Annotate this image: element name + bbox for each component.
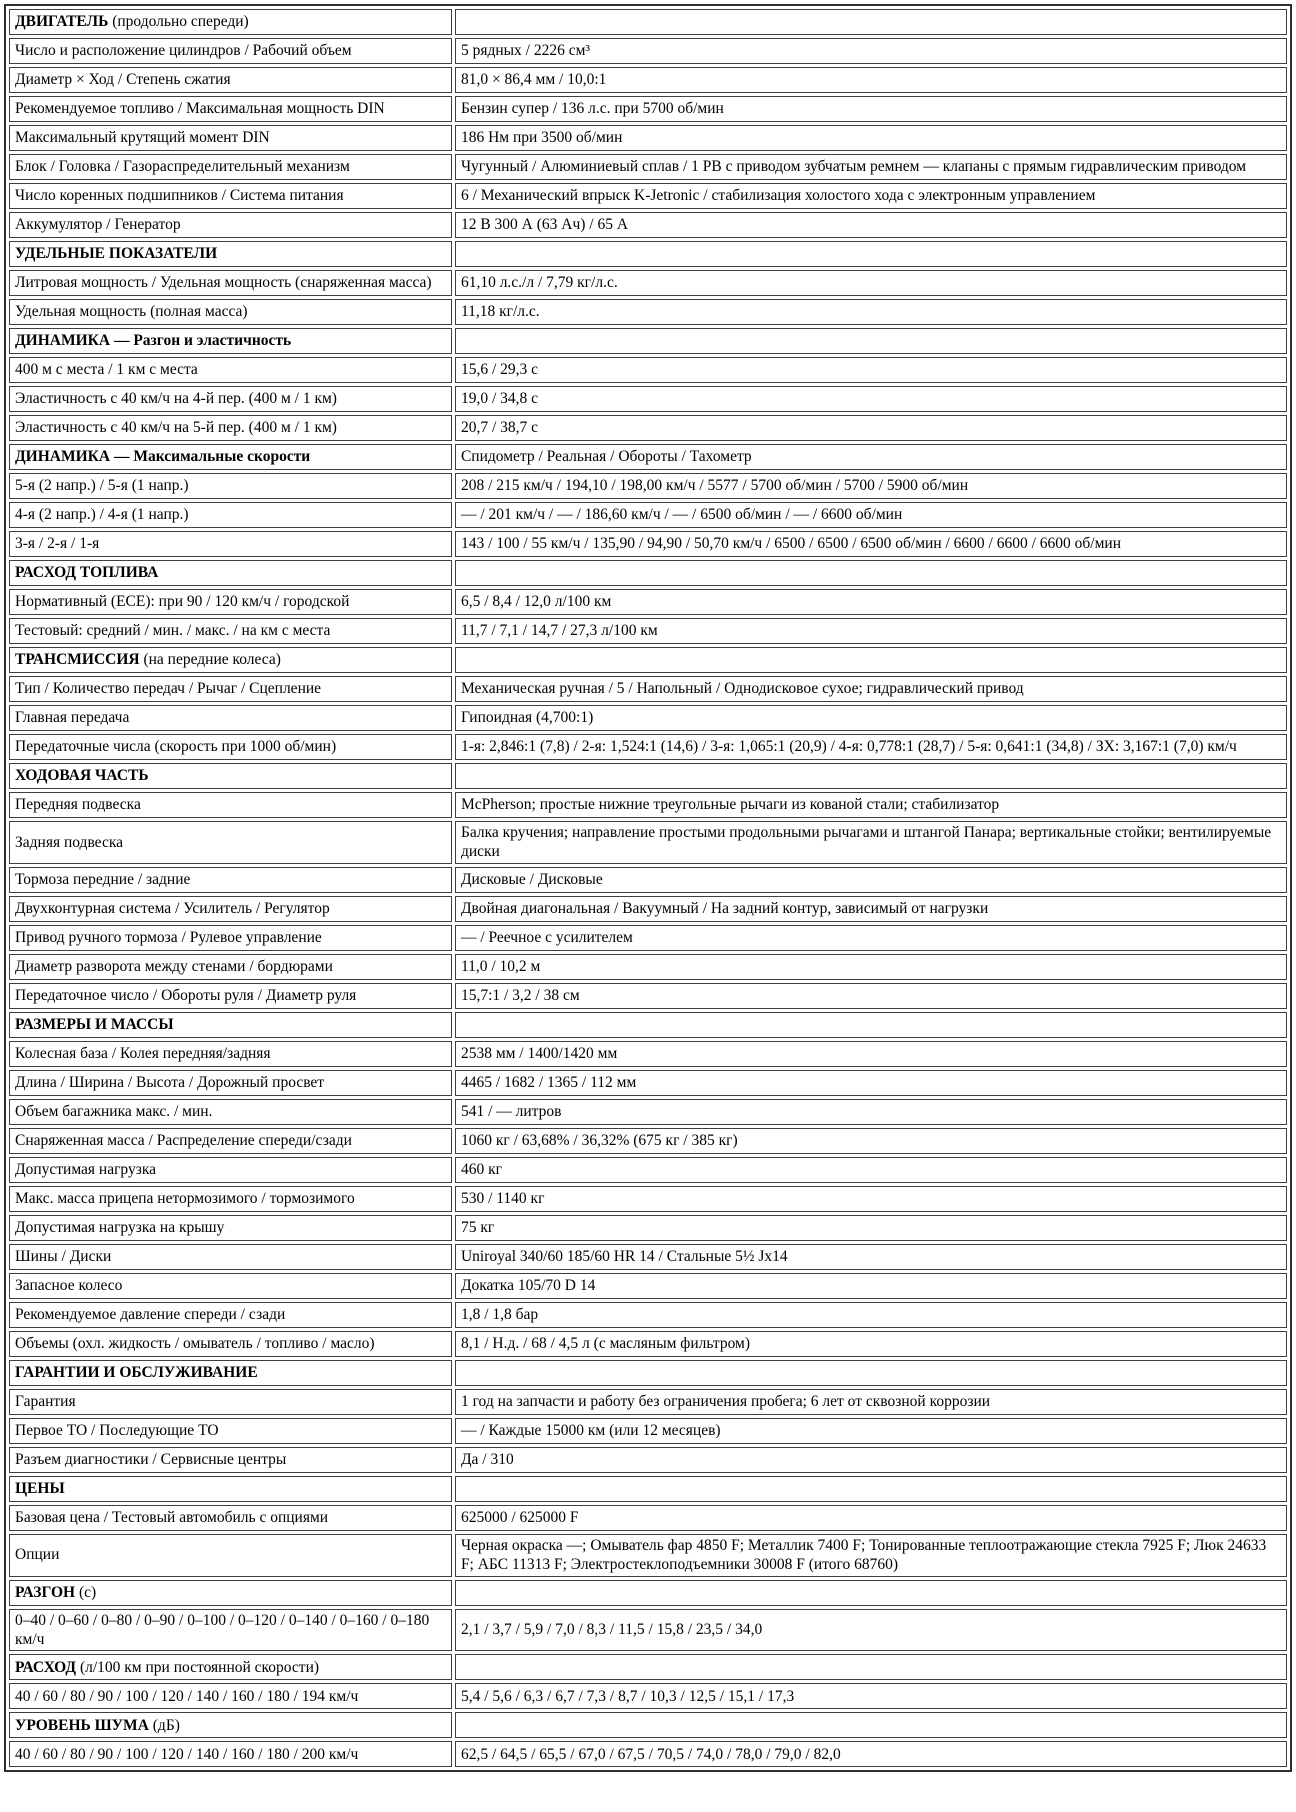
spec-label-cell: Эластичность с 40 км/ч на 4-й пер. (400 м / 1 км) xyxy=(9,386,452,412)
spec-label-cell: Рекомендуемое давление спереди / сзади xyxy=(9,1302,452,1328)
spec-label-cell: 40 / 60 / 80 / 90 / 100 / 120 / 140 / 160 / 180 / 194 км/ч xyxy=(9,1683,452,1709)
spec-row xyxy=(9,1157,1287,1183)
spec-label-cell: Нормативный (ЕСЕ): при 90 / 120 км/ч / городской xyxy=(9,589,452,615)
spec-row xyxy=(9,1244,1287,1270)
spec-row xyxy=(9,1099,1287,1125)
section-title: РАСХОД ТОПЛИВА xyxy=(15,564,159,582)
spec-label-cell: 4-я (2 напр.) / 4-я (1 напр.) xyxy=(9,502,452,528)
spec-label-cell: Рекомендуемое топливо / Максимальная мощность DIN xyxy=(9,96,452,122)
section-title: РАЗМЕРЫ И МАССЫ xyxy=(15,1016,174,1034)
spec-label-cell: Диаметр разворота между стенами / бордюрами xyxy=(9,954,452,980)
spec-value-cell: 19,0 / 34,8 с xyxy=(455,386,1287,412)
spec-value-cell xyxy=(455,241,1287,267)
spec-row xyxy=(9,867,1287,893)
spec-label-cell: 5-я (2 напр.) / 5-я (1 напр.) xyxy=(9,473,452,499)
spec-label-cell: Длина / Ширина / Высота / Дорожный просвет xyxy=(9,1070,452,1096)
spec-row xyxy=(9,183,1287,209)
section-title-note: (на передние колеса) xyxy=(139,651,281,669)
spec-label-cell: Литровая мощность / Удельная мощность (снаряженная масса) xyxy=(9,270,452,296)
section-title-cell xyxy=(9,560,452,586)
spec-row xyxy=(9,1128,1287,1154)
section-title: УДЕЛЬНЫЕ ПОКАЗАТЕЛИ xyxy=(15,245,218,263)
section-title-cell xyxy=(9,1360,452,1386)
section-title-cell xyxy=(9,1580,452,1606)
spec-label-cell: 3-я / 2-я / 1-я xyxy=(9,531,452,557)
spec-row xyxy=(9,67,1287,93)
spec-value-cell: 11,0 / 10,2 м xyxy=(455,954,1287,980)
spec-row xyxy=(9,1447,1287,1473)
spec-label-cell: Максимальный крутящий момент DIN xyxy=(9,125,452,151)
section-row xyxy=(9,241,1287,267)
spec-value-cell: 460 кг xyxy=(455,1157,1287,1183)
spec-value-cell xyxy=(455,328,1287,354)
spec-value-cell: 5,4 / 5,6 / 6,3 / 6,7 / 7,3 / 8,7 / 10,3 / 12,5 / 15,1 / 17,3 xyxy=(455,1683,1287,1709)
spec-label-cell: Передаточные числа (скорость при 1000 об/мин) xyxy=(9,734,452,760)
spec-value-cell: 81,0 × 86,4 мм / 10,0:1 xyxy=(455,67,1287,93)
spec-row xyxy=(9,1215,1287,1241)
spec-value-cell: Гипоидная (4,700:1) xyxy=(455,705,1287,731)
spec-label-cell: Задняя подвеска xyxy=(9,821,452,864)
spec-value-cell: Дисковые / Дисковые xyxy=(455,867,1287,893)
spec-value-cell: 6,5 / 8,4 / 12,0 л/100 км xyxy=(455,589,1287,615)
spec-row xyxy=(9,1389,1287,1415)
spec-row xyxy=(9,502,1287,528)
spec-value-cell: — / Реечное с усилителем xyxy=(455,925,1287,951)
spec-value-cell: 4465 / 1682 / 1365 / 112 мм xyxy=(455,1070,1287,1096)
section-title: ДВИГАТЕЛЬ xyxy=(15,13,109,31)
section-title-cell xyxy=(9,1712,452,1738)
spec-value-cell: 143 / 100 / 55 км/ч / 135,90 / 94,90 / 50,70 км/ч / 6500 / 6500 / 6500 об/мин / 6600 / 6600 / 6600 об/мин xyxy=(455,531,1287,557)
spec-label-cell: Число и расположение цилиндров / Рабочий объем xyxy=(9,38,452,64)
section-title-note: (продольно спереди) xyxy=(108,13,249,31)
spec-value-cell: 8,1 / Н.д. / 68 / 4,5 л (с масляным фильтром) xyxy=(455,1331,1287,1357)
spec-value-cell xyxy=(455,1476,1287,1502)
spec-value-cell: 62,5 / 64,5 / 65,5 / 67,0 / 67,5 / 70,5 / 74,0 / 78,0 / 79,0 / 82,0 xyxy=(455,1741,1287,1767)
spec-value-cell xyxy=(455,647,1287,673)
spec-value-cell: Бензин супер / 136 л.с. при 5700 об/мин xyxy=(455,96,1287,122)
spec-row xyxy=(9,589,1287,615)
spec-row xyxy=(9,1302,1287,1328)
spec-value-cell: 1-я: 2,846:1 (7,8) / 2-я: 1,524:1 (14,6) / 3-я: 1,065:1 (20,9) / 4-я: 0,778:1 (28,7) / 5-я: 0,641:1 (34,8) / ЗХ: 3,167:1 (7,0) км/ч xyxy=(455,734,1287,760)
spec-label-cell: Разъем диагностики / Сервисные центры xyxy=(9,1447,452,1473)
spec-value-cell: 2538 мм / 1400/1420 мм xyxy=(455,1041,1287,1067)
section-row xyxy=(9,1654,1287,1680)
section-title: ЦЕНЫ xyxy=(15,1480,65,1498)
spec-label-cell: Удельная мощность (полная масса) xyxy=(9,299,452,325)
spec-row xyxy=(9,1741,1287,1767)
spec-row xyxy=(9,357,1287,383)
spec-value-cell: Механическая ручная / 5 / Напольный / Однодисковое сухое; гидравлический привод xyxy=(455,676,1287,702)
spec-value-cell: 15,7:1 / 3,2 / 38 см xyxy=(455,983,1287,1009)
spec-value-cell: 2,1 / 3,7 / 5,9 / 7,0 / 8,3 / 11,5 / 15,8 / 23,5 / 34,0 xyxy=(455,1609,1287,1652)
spec-value-cell: 208 / 215 км/ч / 194,10 / 198,00 км/ч / 5577 / 5700 об/мин / 5700 / 5900 об/мин xyxy=(455,473,1287,499)
section-row xyxy=(9,1712,1287,1738)
spec-label-cell: Двухконтурная система / Усилитель / Регулятор xyxy=(9,896,452,922)
spec-value-cell: 15,6 / 29,3 с xyxy=(455,357,1287,383)
spec-value-cell xyxy=(455,1360,1287,1386)
section-row xyxy=(9,1476,1287,1502)
spec-label-cell: Число коренных подшипников / Система питания xyxy=(9,183,452,209)
spec-value-cell xyxy=(455,1712,1287,1738)
spec-value-cell: 1 год на запчасти и работу без ограничения пробега; 6 лет от сквозной коррозии xyxy=(455,1389,1287,1415)
spec-value-cell: — / Каждые 15000 км (или 12 месяцев) xyxy=(455,1418,1287,1444)
spec-value-cell: Uniroyal 340/60 185/60 HR 14 / Стальные 5½ Jx14 xyxy=(455,1244,1287,1270)
spec-row xyxy=(9,618,1287,644)
section-row xyxy=(9,1012,1287,1038)
spec-label-cell: Макс. масса прицепа нетормозимого / тормозимого xyxy=(9,1186,452,1212)
spec-row xyxy=(9,1534,1287,1577)
section-title: ГАРАНТИИ И ОБСЛУЖИВАНИЕ xyxy=(15,1364,258,1382)
spec-label-cell: Диаметр × Ход / Степень сжатия xyxy=(9,67,452,93)
spec-label-cell: 400 м с места / 1 км с места xyxy=(9,357,452,383)
spec-label-cell: Гарантия xyxy=(9,1389,452,1415)
spec-row xyxy=(9,415,1287,441)
spec-value-cell: 5 рядных / 2226 см³ xyxy=(455,38,1287,64)
section-title: ТРАНСМИССИЯ xyxy=(15,651,140,669)
spec-value-cell: 12 В 300 А (63 Ач) / 65 А xyxy=(455,212,1287,238)
spec-value-cell: Докатка 105/70 D 14 xyxy=(455,1273,1287,1299)
section-title: УРОВЕНЬ ШУМА xyxy=(15,1716,149,1734)
spec-row xyxy=(9,896,1287,922)
spec-value-cell: Да / 310 xyxy=(455,1447,1287,1473)
section-title-cell xyxy=(9,1012,452,1038)
section-title: ДИНАМИКА — Разгон и эластичность xyxy=(15,332,292,350)
section-title-cell xyxy=(9,1476,452,1502)
spec-row xyxy=(9,954,1287,980)
spec-value-cell: 61,10 л.с./л / 7,79 кг/л.с. xyxy=(455,270,1287,296)
spec-label-cell: Снаряженная масса / Распределение спереди/сзади xyxy=(9,1128,452,1154)
spec-value-cell xyxy=(455,1580,1287,1606)
spec-row xyxy=(9,38,1287,64)
spec-row xyxy=(9,270,1287,296)
spec-value-cell: Спидометр / Реальная / Обороты / Тахометр xyxy=(455,444,1287,470)
section-title: ХОДОВАЯ ЧАСТЬ xyxy=(15,767,149,785)
spec-row xyxy=(9,1273,1287,1299)
spec-label-cell: Тип / Количество передач / Рычаг / Сцепление xyxy=(9,676,452,702)
spec-row xyxy=(9,1186,1287,1212)
spec-label-cell: Тестовый: средний / мин. / макс. / на км с места xyxy=(9,618,452,644)
car-spec-table xyxy=(4,4,1292,1772)
spec-value-cell: 6 / Механический впрыск K-Jetronic / стабилизация холостого хода с электронным управлением xyxy=(455,183,1287,209)
section-row xyxy=(9,1580,1287,1606)
spec-row xyxy=(9,1070,1287,1096)
spec-row xyxy=(9,1418,1287,1444)
spec-value-cell: 11,7 / 7,1 / 14,7 / 27,3 л/100 км xyxy=(455,618,1287,644)
spec-value-cell: Чугунный / Алюминиевый сплав / 1 РВ с приводом зубчатым ремнем — клапаны с прямым гидравлическим приводом xyxy=(455,154,1287,180)
section-title-cell xyxy=(9,444,452,470)
spec-value-cell: 541 / — литров xyxy=(455,1099,1287,1125)
spec-label-cell: Блок / Головка / Газораспределительный механизм xyxy=(9,154,452,180)
spec-row xyxy=(9,154,1287,180)
section-title-cell xyxy=(9,9,452,35)
spec-value-cell: 1,8 / 1,8 бар xyxy=(455,1302,1287,1328)
spec-label-cell: Передаточное число / Обороты руля / Диаметр руля xyxy=(9,983,452,1009)
spec-row xyxy=(9,676,1287,702)
spec-value-cell: — / 201 км/ч / — / 186,60 км/ч / — / 6500 об/мин / — / 6600 об/мин xyxy=(455,502,1287,528)
spec-label-cell: Эластичность с 40 км/ч на 5-й пер. (400 м / 1 км) xyxy=(9,415,452,441)
spec-table-body xyxy=(9,9,1287,1767)
spec-row xyxy=(9,1505,1287,1531)
section-title: ДИНАМИКА — Максимальные скорости xyxy=(15,448,311,466)
spec-value-cell xyxy=(455,763,1287,789)
spec-label-cell: Привод ручного тормоза / Рулевое управление xyxy=(9,925,452,951)
spec-row xyxy=(9,212,1287,238)
spec-row xyxy=(9,1609,1287,1652)
spec-row xyxy=(9,1683,1287,1709)
spec-label-cell: Тормоза передние / задние xyxy=(9,867,452,893)
spec-row xyxy=(9,96,1287,122)
section-title: РАЗГОН xyxy=(15,1583,76,1601)
spec-row xyxy=(9,983,1287,1009)
spec-label-cell: Первое ТО / Последующие ТО xyxy=(9,1418,452,1444)
spec-label-cell: Аккумулятор / Генератор xyxy=(9,212,452,238)
spec-value-cell: Двойная диагональная / Вакуумный / На задний контур, зависимый от нагрузки xyxy=(455,896,1287,922)
spec-value-cell xyxy=(455,9,1287,35)
spec-row xyxy=(9,792,1287,818)
spec-row xyxy=(9,734,1287,760)
spec-value-cell: 186 Нм при 3500 об/мин xyxy=(455,125,1287,151)
spec-label-cell: Передняя подвеска xyxy=(9,792,452,818)
section-row xyxy=(9,328,1287,354)
section-row xyxy=(9,9,1287,35)
spec-row xyxy=(9,386,1287,412)
spec-label-cell: Объемы (охл. жидкость / омыватель / топливо / масло) xyxy=(9,1331,452,1357)
spec-row xyxy=(9,1331,1287,1357)
spec-value-cell xyxy=(455,1654,1287,1680)
spec-row xyxy=(9,125,1287,151)
section-row xyxy=(9,444,1287,470)
spec-label-cell: Базовая цена / Тестовый автомобиль с опциями xyxy=(9,1505,452,1531)
section-title-cell xyxy=(9,328,452,354)
spec-row xyxy=(9,299,1287,325)
spec-label-cell: Допустимая нагрузка на крышу xyxy=(9,1215,452,1241)
spec-label-cell: Главная передача xyxy=(9,705,452,731)
spec-value-cell: 20,7 / 38,7 с xyxy=(455,415,1287,441)
spec-row xyxy=(9,473,1287,499)
spec-row xyxy=(9,925,1287,951)
section-row xyxy=(9,560,1287,586)
spec-row xyxy=(9,1041,1287,1067)
spec-value-cell: 75 кг xyxy=(455,1215,1287,1241)
spec-value-cell: 1060 кг / 63,68% / 36,32% (675 кг / 385 кг) xyxy=(455,1128,1287,1154)
spec-row xyxy=(9,531,1287,557)
spec-value-cell: 11,18 кг/л.с. xyxy=(455,299,1287,325)
section-row xyxy=(9,647,1287,673)
section-title-note: (с) xyxy=(75,1583,97,1601)
spec-value-cell: 625000 / 625000 F xyxy=(455,1505,1287,1531)
section-title-cell xyxy=(9,1654,452,1680)
section-title-note: (л/100 км при постоянной скорости) xyxy=(76,1658,320,1676)
spec-value-cell xyxy=(455,1012,1287,1038)
spec-label-cell: Допустимая нагрузка xyxy=(9,1157,452,1183)
section-title-cell xyxy=(9,647,452,673)
section-title-cell xyxy=(9,763,452,789)
spec-value-cell: McPherson; простые нижние треугольные рычаги из кованой стали; стабилизатор xyxy=(455,792,1287,818)
spec-row xyxy=(9,821,1287,864)
spec-label-cell: Опции xyxy=(9,1534,452,1577)
section-title: РАСХОД xyxy=(15,1658,77,1676)
spec-row xyxy=(9,705,1287,731)
spec-label-cell: Шины / Диски xyxy=(9,1244,452,1270)
spec-label-cell: Объем багажника макс. / мин. xyxy=(9,1099,452,1125)
section-title-note: (дБ) xyxy=(148,1716,180,1734)
spec-value-cell: Черная окраска —; Омыватель фар 4850 F; Металлик 7400 F; Тонированные теплоотражающие стекла 7925 F; Люк 24633 F; АБС 11313 F; Электростеклоподъемники 30008 F (итого 68760) xyxy=(455,1534,1287,1577)
spec-label-cell: Запасное колесо xyxy=(9,1273,452,1299)
section-title-cell xyxy=(9,241,452,267)
section-row xyxy=(9,763,1287,789)
spec-value-cell: Балка кручения; направление простыми продольными рычагами и штангой Панара; вертикальные стойки; вентилируемые диски xyxy=(455,821,1287,864)
spec-value-cell xyxy=(455,560,1287,586)
spec-value-cell: 530 / 1140 кг xyxy=(455,1186,1287,1212)
spec-label-cell: 40 / 60 / 80 / 90 / 100 / 120 / 140 / 160 / 180 / 200 км/ч xyxy=(9,1741,452,1767)
spec-label-cell: 0–40 / 0–60 / 0–80 / 0–90 / 0–100 / 0–120 / 0–140 / 0–160 / 0–180 км/ч xyxy=(9,1609,452,1652)
spec-label-cell: Колесная база / Колея передняя/задняя xyxy=(9,1041,452,1067)
section-row xyxy=(9,1360,1287,1386)
